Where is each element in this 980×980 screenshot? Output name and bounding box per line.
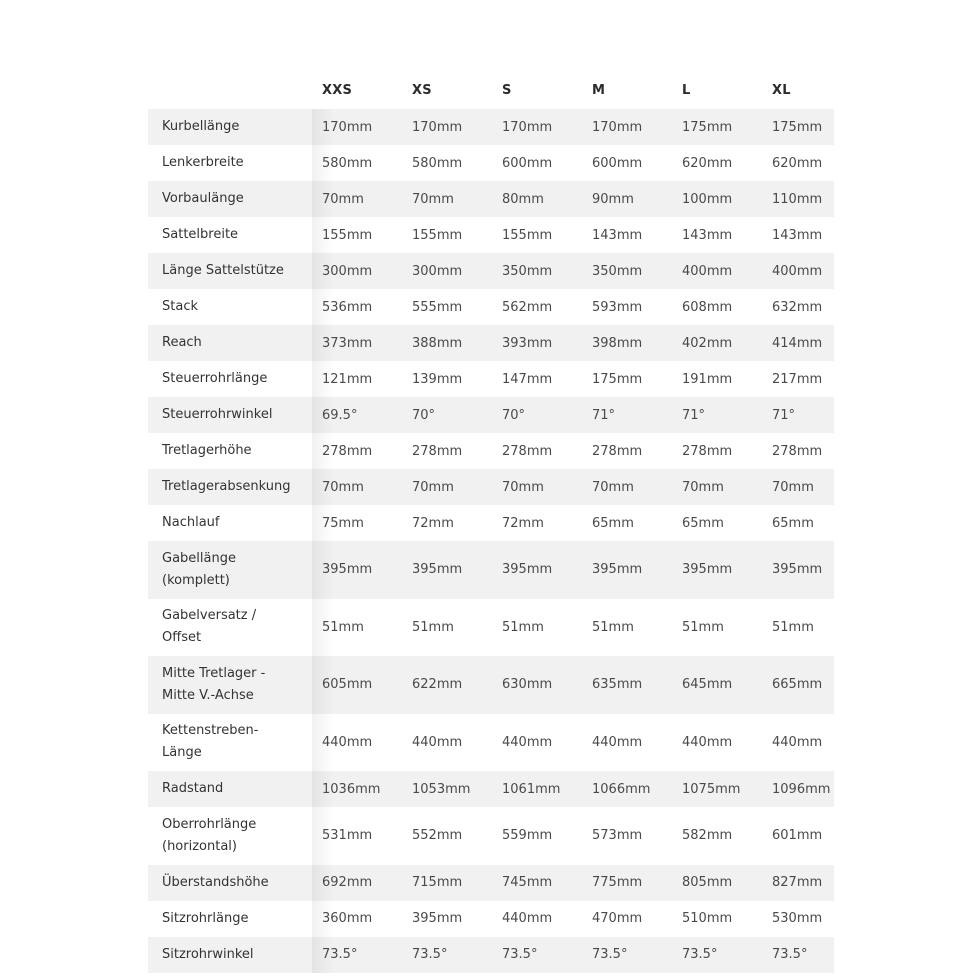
- value-cell-l: 395mm: [682, 562, 733, 578]
- value-cell-l: 645mm: [682, 677, 733, 693]
- value-cell-m: 143mm: [592, 227, 643, 243]
- value-cell-m: 170mm: [592, 119, 643, 135]
- value-cell-xl: 414mm: [772, 335, 823, 351]
- value-cell-xxs: 70mm: [312, 181, 402, 217]
- value-cell-xs: 155mm: [412, 227, 463, 243]
- value-cell-m: 593mm: [592, 299, 643, 315]
- row-label-line: Überstandshöhe: [162, 874, 269, 890]
- value-cell-s: 170mm: [502, 119, 553, 135]
- table-row: [148, 181, 834, 217]
- value-cell-s: 1061mm: [502, 781, 561, 797]
- value-cell-xl: 278mm: [772, 443, 823, 459]
- value-cell-l: 510mm: [682, 911, 733, 926]
- value-cell-xs: 715mm: [412, 875, 463, 890]
- value-cell-l: 71°: [682, 407, 706, 423]
- value-cell-m: 398mm: [592, 335, 643, 351]
- row-label-line: Oberrohrlänge: [162, 816, 257, 832]
- size-header-xxs: XXS: [322, 83, 353, 98]
- row-label-line: Lenkerbreite: [162, 155, 244, 170]
- value-cell-l: 1075mm: [682, 781, 741, 797]
- value-cell-l: 73.5°: [682, 947, 718, 962]
- value-cell-xs: 300mm: [412, 263, 463, 279]
- value-cell-xl: 143mm: [772, 227, 823, 243]
- value-cell-xxs: 536mm: [312, 289, 402, 325]
- table-row: [148, 901, 834, 937]
- row-label: [148, 325, 312, 361]
- value-cell-xxs: 373mm: [312, 325, 402, 361]
- row-label-line: (komplett): [162, 572, 230, 588]
- row-label: [148, 217, 312, 253]
- value-cell-s: 70°: [502, 407, 526, 423]
- value-cell-xl: 400mm: [772, 263, 823, 279]
- value-cell-xxs: 580mm: [312, 145, 402, 181]
- value-cell-s: 440mm: [502, 734, 553, 750]
- value-cell-xxs: 73.5°: [312, 937, 402, 973]
- row-label: [148, 656, 312, 714]
- value-cell-s: 278mm: [502, 443, 553, 459]
- size-header-l: L: [682, 83, 691, 98]
- value-cell-xl: 440mm: [772, 734, 823, 750]
- row-label-line: Stack: [162, 299, 198, 314]
- value-cell-s: 147mm: [502, 371, 553, 387]
- value-cell-m: 90mm: [592, 191, 634, 207]
- value-cell-l: 440mm: [682, 734, 733, 750]
- value-cell-xs: 73.5°: [412, 947, 448, 962]
- row-label: [148, 599, 312, 657]
- value-cell-xl: 65mm: [772, 515, 814, 531]
- value-cell-s: 393mm: [502, 335, 553, 351]
- value-cell-m: 775mm: [592, 875, 643, 890]
- table-row: [148, 599, 834, 657]
- value-cell-m: 635mm: [592, 677, 643, 693]
- value-cell-s: 51mm: [502, 619, 544, 635]
- value-cell-xl: 620mm: [772, 155, 823, 171]
- value-cell-l: 70mm: [682, 479, 724, 495]
- value-cell-s: 395mm: [502, 562, 553, 578]
- value-cell-l: 608mm: [682, 299, 733, 315]
- value-cell-l: 805mm: [682, 875, 733, 890]
- value-cell-l: 65mm: [682, 515, 724, 531]
- value-cell-xl: 175mm: [772, 119, 823, 135]
- table-row: [148, 771, 834, 807]
- row-label: [148, 361, 312, 397]
- value-cell-xxs: 395mm: [312, 541, 402, 599]
- row-label: [148, 541, 312, 599]
- value-cell-xl: 73.5°: [772, 947, 808, 962]
- value-cell-s: 745mm: [502, 875, 553, 890]
- value-cell-s: 80mm: [502, 191, 544, 207]
- value-cell-l: 278mm: [682, 443, 733, 459]
- value-cell-m: 175mm: [592, 371, 643, 387]
- row-label: [148, 937, 312, 973]
- value-cell-m: 350mm: [592, 263, 643, 279]
- value-cell-xxs: 121mm: [312, 361, 402, 397]
- value-cell-xl: 70mm: [772, 479, 814, 495]
- value-cell-xl: 395mm: [772, 562, 823, 578]
- row-label-line: (horizontal): [162, 838, 237, 854]
- value-cell-xl: 217mm: [772, 371, 823, 387]
- row-label-line: Tretlagerabsenkung: [162, 479, 291, 494]
- value-cell-xs: 552mm: [412, 828, 463, 844]
- table-row: [148, 433, 834, 469]
- row-label-line: Reach: [162, 335, 202, 350]
- value-cell-xxs: 51mm: [312, 599, 402, 657]
- value-cell-s: 562mm: [502, 299, 553, 315]
- value-cell-xs: 388mm: [412, 335, 463, 351]
- table-row: [148, 865, 834, 901]
- table-row: [148, 505, 834, 541]
- value-cell-l: 620mm: [682, 155, 733, 171]
- row-label: [148, 807, 312, 865]
- value-cell-m: 51mm: [592, 619, 634, 635]
- size-header-row: [148, 72, 834, 109]
- row-label: [148, 469, 312, 505]
- header-empty-cell: [148, 72, 312, 109]
- value-cell-s: 155mm: [502, 227, 553, 243]
- value-cell-s: 630mm: [502, 677, 553, 693]
- value-cell-xl: 110mm: [772, 191, 823, 207]
- row-label-line: Steuerrohrlänge: [162, 371, 268, 386]
- value-cell-s: 70mm: [502, 479, 544, 495]
- table-row: [148, 325, 834, 361]
- value-cell-xs: 395mm: [412, 562, 463, 578]
- value-cell-m: 71°: [592, 407, 616, 423]
- value-cell-xs: 580mm: [412, 155, 463, 171]
- value-cell-l: 400mm: [682, 263, 733, 279]
- value-cell-xxs: 278mm: [312, 433, 402, 469]
- table-row: [148, 253, 834, 289]
- table-row: [148, 361, 834, 397]
- value-cell-xxs: 69.5°: [312, 397, 402, 433]
- row-label-line: Mitte V.-Achse: [162, 687, 254, 703]
- value-cell-xl: 632mm: [772, 299, 823, 315]
- value-cell-xs: 278mm: [412, 443, 463, 459]
- value-cell-xs: 440mm: [412, 734, 463, 750]
- value-cell-xxs: 155mm: [312, 217, 402, 253]
- table-row: [148, 469, 834, 505]
- value-cell-xl: 530mm: [772, 911, 823, 926]
- value-cell-xxs: 605mm: [312, 656, 402, 714]
- value-cell-xl: 827mm: [772, 875, 823, 890]
- row-label-line: Länge: [162, 745, 202, 761]
- table-row: [148, 217, 834, 253]
- value-cell-l: 402mm: [682, 335, 733, 351]
- geometry-table: [148, 72, 834, 973]
- value-cell-m: 65mm: [592, 515, 634, 531]
- value-cell-l: 100mm: [682, 191, 733, 207]
- value-cell-m: 395mm: [592, 562, 643, 578]
- row-label-line: Länge Sattelstütze: [162, 263, 284, 278]
- value-cell-m: 440mm: [592, 734, 643, 750]
- value-cell-l: 51mm: [682, 619, 724, 635]
- row-label: [148, 771, 312, 807]
- value-cell-s: 559mm: [502, 828, 553, 844]
- row-label-line: Kurbellänge: [162, 119, 240, 134]
- value-cell-m: 1066mm: [592, 781, 651, 797]
- value-cell-l: 143mm: [682, 227, 733, 243]
- row-label-line: Radstand: [162, 781, 224, 796]
- value-cell-xs: 555mm: [412, 299, 463, 315]
- value-cell-xl: 1096mm: [772, 781, 831, 797]
- size-header-xs: XS: [412, 83, 432, 98]
- value-cell-m: 278mm: [592, 443, 643, 459]
- row-label-line: Gabelversatz /: [162, 608, 257, 624]
- table-row: [148, 145, 834, 181]
- row-label: [148, 714, 312, 772]
- row-label-line: Vorbaulänge: [162, 191, 244, 206]
- value-cell-xs: 1053mm: [412, 781, 471, 797]
- value-cell-l: 175mm: [682, 119, 733, 135]
- value-cell-s: 350mm: [502, 263, 553, 279]
- value-cell-xl: 51mm: [772, 619, 814, 635]
- value-cell-xs: 51mm: [412, 619, 454, 635]
- value-cell-xs: 70°: [412, 407, 436, 423]
- row-label-line: Nachlauf: [162, 515, 220, 530]
- size-header-xl: XL: [772, 83, 791, 98]
- row-label-line: Sattelbreite: [162, 227, 239, 242]
- row-label: [148, 865, 312, 901]
- value-cell-xs: 70mm: [412, 191, 454, 207]
- value-cell-xxs: 70mm: [312, 469, 402, 505]
- row-label: [148, 253, 312, 289]
- value-cell-xxs: 75mm: [312, 505, 402, 541]
- table-row: [148, 289, 834, 325]
- value-cell-xxs: 170mm: [312, 109, 402, 145]
- value-cell-xl: 71°: [772, 407, 796, 423]
- value-cell-xs: 70mm: [412, 479, 454, 495]
- value-cell-xl: 665mm: [772, 677, 823, 693]
- value-cell-xs: 622mm: [412, 677, 463, 693]
- value-cell-s: 600mm: [502, 155, 553, 171]
- row-label: [148, 289, 312, 325]
- value-cell-m: 573mm: [592, 828, 643, 844]
- row-label-line: Sitzrohrlänge: [162, 910, 249, 926]
- value-cell-s: 73.5°: [502, 947, 538, 962]
- row-label: [148, 109, 312, 145]
- row-label-line: Steuerrohrwinkel: [162, 407, 273, 422]
- value-cell-xl: 601mm: [772, 828, 823, 844]
- row-label-line: Mitte Tretlager -: [162, 665, 266, 681]
- value-cell-s: 72mm: [502, 515, 544, 531]
- table-row: [148, 714, 834, 772]
- geometry-table-body: [148, 109, 834, 973]
- table-row: [148, 937, 834, 973]
- row-label-line: Kettenstreben-: [162, 723, 259, 739]
- row-label: [148, 505, 312, 541]
- table-row: [148, 541, 834, 599]
- table-row: [148, 656, 834, 714]
- row-label: [148, 145, 312, 181]
- value-cell-s: 440mm: [502, 911, 553, 926]
- size-header-m: M: [592, 83, 606, 98]
- row-label: [148, 397, 312, 433]
- row-label-line: Sitzrohrwinkel: [162, 946, 254, 962]
- value-cell-m: 470mm: [592, 911, 643, 926]
- value-cell-l: 582mm: [682, 828, 733, 844]
- value-cell-xxs: 1036mm: [312, 771, 402, 807]
- value-cell-xs: 72mm: [412, 515, 454, 531]
- value-cell-xs: 395mm: [412, 911, 463, 926]
- value-cell-xxs: 300mm: [312, 253, 402, 289]
- value-cell-xxs: 360mm: [312, 901, 402, 937]
- table-row: [148, 807, 834, 865]
- value-cell-m: 73.5°: [592, 947, 628, 962]
- value-cell-xs: 170mm: [412, 119, 463, 135]
- table-row: [148, 109, 834, 145]
- value-cell-m: 70mm: [592, 479, 634, 495]
- size-header-s: S: [502, 83, 512, 98]
- value-cell-xs: 139mm: [412, 371, 463, 387]
- row-label-line: Offset: [162, 630, 202, 646]
- row-label: [148, 901, 312, 937]
- value-cell-xxs: 440mm: [312, 714, 402, 772]
- value-cell-m: 600mm: [592, 155, 643, 171]
- row-label-line: Tretlagerhöhe: [162, 443, 252, 458]
- row-label: [148, 181, 312, 217]
- value-cell-xxs: 692mm: [312, 865, 402, 901]
- row-label-line: Gabellänge: [162, 550, 236, 566]
- row-label: [148, 433, 312, 469]
- table-row: [148, 397, 834, 433]
- value-cell-l: 191mm: [682, 371, 733, 387]
- value-cell-xxs: 531mm: [312, 807, 402, 865]
